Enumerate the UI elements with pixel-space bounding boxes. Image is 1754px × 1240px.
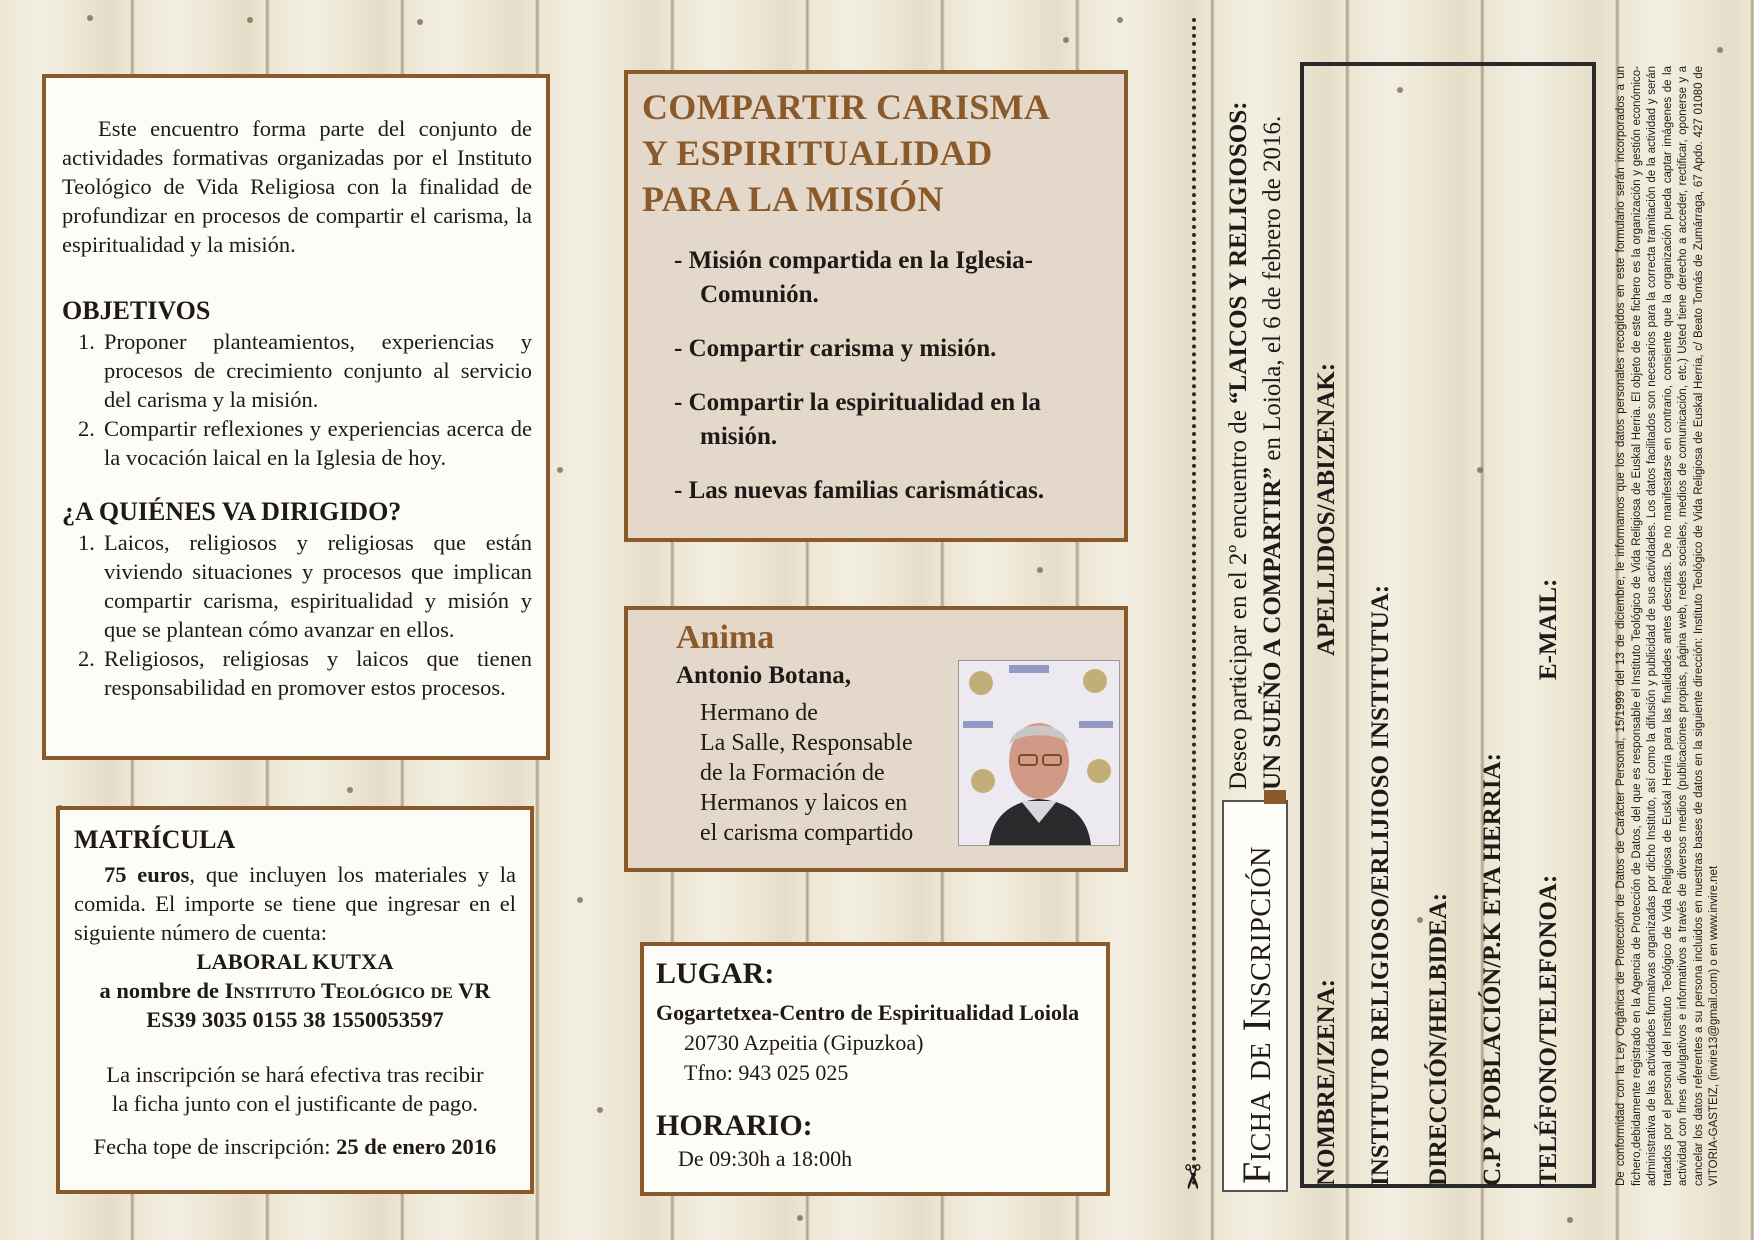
matricula-heading: MATRÍCULA xyxy=(74,825,236,854)
instituto-field[interactable]: INSTITUTO RELIGIOSO/ERLIJIOSO INSTITUTUA: xyxy=(1367,584,1394,1186)
dirigido-heading: ¿A QUIÉNES VA DIRIGIDO? xyxy=(62,497,402,526)
speaker-description: Hermano de La Salle, Responsable de la Formación de Hermanos y laicos en el carisma compartido xyxy=(700,700,914,846)
lugar-panel xyxy=(640,942,1110,1196)
event-title: COMPARTIR CARISMA Y ESPIRITUALIDAD PARA LA MISIÓN xyxy=(642,87,1051,219)
objetivos-list xyxy=(62,327,532,472)
dirigido-list xyxy=(62,528,532,702)
email-field[interactable]: E-MAIL: xyxy=(1535,578,1562,680)
horario-heading: HORARIO: xyxy=(656,1109,813,1142)
account-holder: a nombre de Instituto Teológico de VR xyxy=(99,978,491,1003)
direccion-field[interactable]: DIRECCIÓN/HELBIDEA: xyxy=(1425,892,1452,1186)
list-item: - Compartir la espiritualidad en la misión. xyxy=(674,389,1041,450)
deadline: Fecha tope de inscripción: 25 de enero 2016 xyxy=(93,1134,497,1159)
anima-heading: Anima xyxy=(676,619,775,656)
list-item: 1. Proponer planteamientos, experiencias y procesos de crecimiento conjunto al servicio del carisma y la misión. xyxy=(78,329,532,412)
ficha-title: Ficha de Inscripción xyxy=(1234,846,1279,1184)
speaker-photo xyxy=(958,660,1120,846)
intro-text: Este encuentro forma parte del conjunto de actividades formativas organizadas por el Instituto Teológico de Vida Religiosa con la finalidad de profundizar en procesos de compartir el carisma, la espiritualidad y la misión. xyxy=(62,116,532,257)
venue-phone: Tfno: 943 025 025 xyxy=(684,1060,849,1085)
registration-intro: Deseo participar en el 2º encuentro de “LAICOS Y RELIGIOSOS: UN SUEÑO A COMPARTIR” en Loiola, el 6 de febrero de 2016. xyxy=(1225,101,1286,790)
list-item: - Misión compartida en la Iglesia- Comunión. xyxy=(674,247,1034,308)
cp-poblacion-field[interactable]: C.P Y POBLACIÓN/P.K ETA HERRIA: xyxy=(1479,753,1506,1186)
matricula-price-text: 75 euros, que incluyen los materiales y la comida. El importe se tiene que ingresar en el siguiente número de cuenta: xyxy=(74,862,516,945)
venue-name: Gogartetxea-Centro de Espiritualidad Loiola xyxy=(656,1000,1080,1025)
charisma-panel xyxy=(624,70,1128,542)
account-number: ES39 3035 0155 38 1550053597 xyxy=(146,1007,444,1032)
list-item: - Compartir carisma y misión. xyxy=(674,335,997,362)
list-item: 2. Religiosos, religiosas y laicos que tienen responsabilidad en promover estos procesos. xyxy=(78,646,532,700)
lugar-heading: LUGAR: xyxy=(656,957,775,990)
matricula-panel xyxy=(56,806,534,1194)
anima-panel xyxy=(624,606,1128,872)
inscription-note: La inscripción se hará efectiva tras recibir la ficha junto con el justificante de pago. xyxy=(106,1062,484,1116)
venue-address: 20730 Azpeitia (Gipuzkoa) xyxy=(684,1030,924,1055)
scissors-icon: ✂ xyxy=(1172,1162,1210,1192)
horario-time: De 09:30h a 18:00h xyxy=(678,1146,853,1171)
telefono-field[interactable]: TELÉFONO/TELEFONOA: xyxy=(1535,874,1562,1186)
nombre-field[interactable]: NOMBRE/IZENA: xyxy=(1313,979,1340,1186)
apellidos-field[interactable]: APELLIDOS/ABIZENAK: xyxy=(1313,362,1340,656)
bank-name: LABORAL KUTXA xyxy=(196,949,394,974)
list-item: - Las nuevas familias carismáticas. xyxy=(674,477,1045,504)
topics-list xyxy=(642,244,1110,508)
intro-panel xyxy=(42,74,550,760)
cut-line xyxy=(1192,18,1196,1186)
list-item: 2. Compartir reflexiones y experiencias acerca de la vocación laical en la Iglesia de hoy. xyxy=(78,416,532,470)
speaker-name: Antonio Botana, xyxy=(676,662,852,689)
legal-notice: De conformidad con la Ley Orgánica de Protección de Datos de Carácter Personal, 15/1999 del 13 de diciembre, le informamos que los datos personales recogidos en este formulario serán incorporados a un fichero,debidamente registrado en la Agencia de Protección de Datos, del que es responsable el Instituto Teológico de Vida Religiosa de Euskal Herria. El objeto de este fichero es la organización y gestión económico-administrativa de las actividades formativas organizadas por dicho Instituto, así como la difusión y publicidad de sus actividades. Los datos facilitados son necesarios para la correcta tramitación de la actividad y serán tratados por el personal del Instituto Teológico de Vida Religiosa de Euskal Herria para las finalidades antes descritas. De no manifestarse en contrario, consiente que la organización pueda captar imágenes de la actividad con fines divulgativos e informativos a través de diversos medios (publicaciones propias, página web, redes sociales, medios de comunicación, etc.) Usted tiene derecho a acceder, rectificar, oponerse y a cancelar los datos referentes a su persona incluidos en nuestras bases de datos en la siguiente dirección: Instituto Teológico de Vida Religiosa de Euskal Herria, c/ Beato Tomás de Zumárraga, 67 Apdo. 427 01080 de VITORIA-GASTEIZ, (invire13@gmail.com) o en www.invire.net xyxy=(1615,66,1720,1186)
objetivos-heading: OBJETIVOS xyxy=(62,296,211,325)
list-item: 1. Laicos, religiosos y religiosas que están viviendo situaciones y procesos que implican compartir carisma, espiritualidad y misión y que se plantean cómo avanzar en ellos. xyxy=(78,530,532,642)
